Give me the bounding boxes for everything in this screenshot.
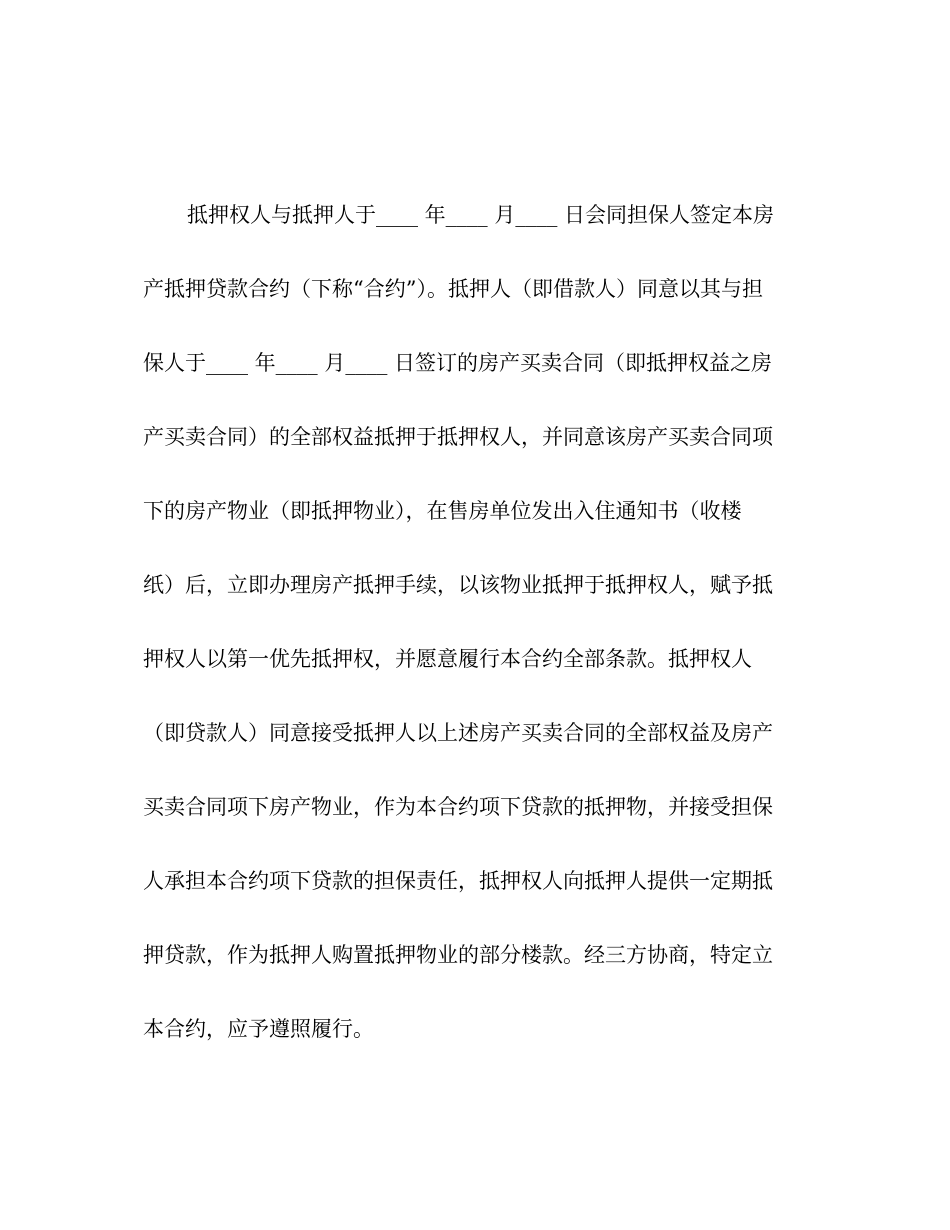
paragraph-line: 产抵押贷款合约（下称“合约”）。抵押人（即借款人）同意以其与担	[143, 277, 763, 301]
paragraph-line: 下的房产物业（即抵押物业），在售房单位发出入住通知书（收楼	[143, 499, 742, 523]
paragraph-line: 保人于____ 年____ 月____ 日签订的房产买卖合同（即抵押权益之房	[143, 351, 773, 375]
paragraph-line: （即贷款人）同意接受抵押人以上述房产买卖合同的全部权益及房产	[143, 721, 773, 745]
paragraph-line: 押权人以第一优先抵押权，并愿意履行本合约全部条款。抵押权人	[143, 647, 752, 671]
paragraph-line: 本合约，应予遵照履行。	[143, 1017, 374, 1041]
paragraph-line: 纸）后，立即办理房产抵押手续，以该物业抵押于抵押权人，赋予抵	[143, 573, 773, 597]
contract-preamble-paragraph	[143, 196, 813, 1084]
paragraph-line: 押贷款，作为抵押人购置抵押物业的部分楼款。经三方协商，特定立	[143, 943, 773, 967]
paragraph-line: 买卖合同项下房产物业，作为本合约项下贷款的抵押物，并接受担保	[143, 795, 773, 819]
paragraph-line: 人承担本合约项下贷款的担保责任，抵押权人向抵押人提供一定期抵	[143, 869, 773, 893]
paragraph-line: 产买卖合同）的全部权益抵押于抵押权人，并同意该房产买卖合同项	[143, 425, 773, 449]
paragraph-line: 抵押权人与抵押人于____ 年____ 月____ 日会同担保人签定本房	[187, 203, 775, 227]
